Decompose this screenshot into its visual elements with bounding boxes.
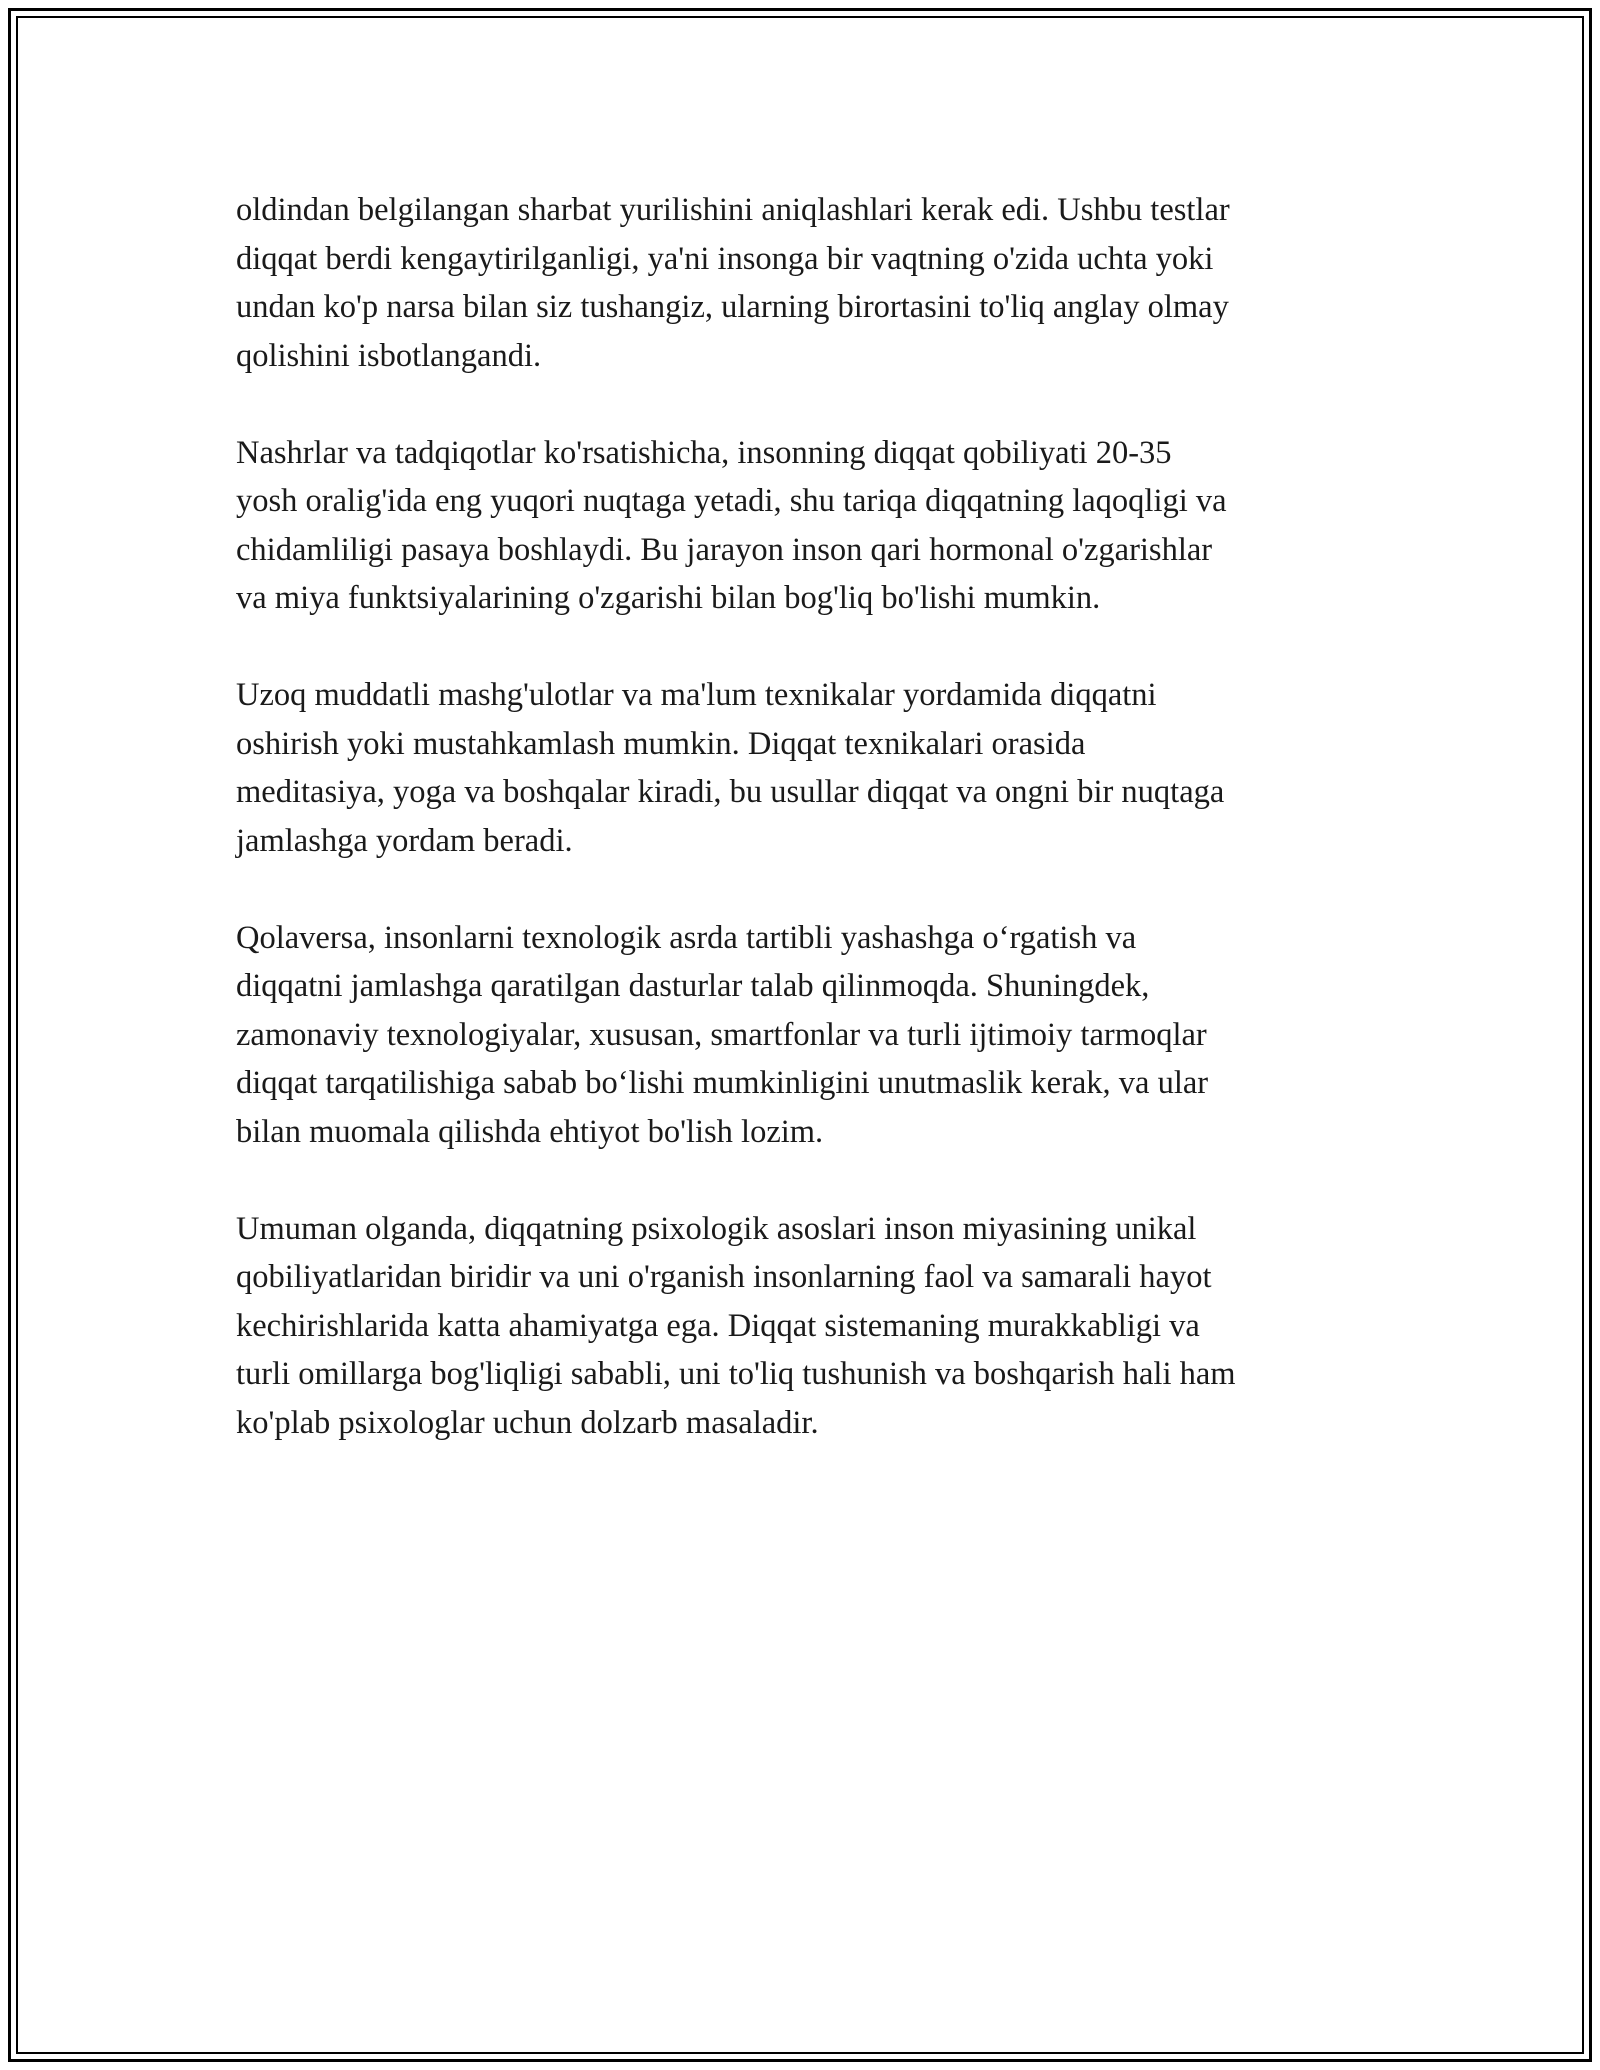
paragraph: Umuman olganda, diqqatning psixologik asoslari inson miyasining unikal qobiliyatlaridan biridir va uni o'rganish insonlarning faol va samarali hayot kechirishlarida katta ahamiyatga ega. Diqqat sistemaning murakkabligi va turli omillarga bog'liqligi sababli, uni to'liq tushunish va boshqarish hali ham ko'plab psixologlar uchun dolzarb masaladir. [236, 1210, 1236, 1441]
paragraph: Nashrlar va tadqiqotlar ko'rsatishicha, insonning diqqat qobiliyati 20-35 yosh oralig'ida eng yuqori nuqtaga yetadi, shu tariqa diqqatning laqoqligi va chidamliligi pasaya boshlaydi. Bu jarayon inson qari hormonal o'zgarishlar va miya funktsiyalarining o'zgarishi bilan bog'liq bo'lishi mumkin. [236, 434, 1227, 616]
document-body [236, 186, 1376, 1447]
paragraph: Qolaversa, insonlarni texnologik asrda tartibli yashashga o‘rgatish va diqqatni jamlashga qaratilgan dasturlar talab qilinmoqda. Shuningdek, zamonaviy texnologiyalar, xususan, smartfonlar va turli ijtimoiy tarmoqlar diqqat tarqatilishiga sabab bo‘lishi mumkinligini unutmaslik kerak, va ular bilan muomala qilishda ehtiyot bo'lish lozim. [236, 919, 1209, 1150]
paragraph: oldindan belgilangan sharbat yurilishini aniqlashlari kerak edi. Ushbu testlar diqqat berdi kengaytirilganligi, ya'ni insonga bir vaqtning o'zida uchta yoki undan ko'p narsa bilan siz tushangiz, ularning birortasini to'liq anglay olmay qolishini isbotlangandi. [236, 192, 1230, 374]
paragraph: Uzoq muddatli mashg'ulotlar va ma'lum texnikalar yordamida diqqatni oshirish yoki mustahkamlash mumkin. Diqqat texnikalari orasida meditasiya, yoga va boshqalar kiradi, bu usullar diqqat va ongni bir nuqtaga jamlashga yordam beradi. [236, 677, 1225, 859]
